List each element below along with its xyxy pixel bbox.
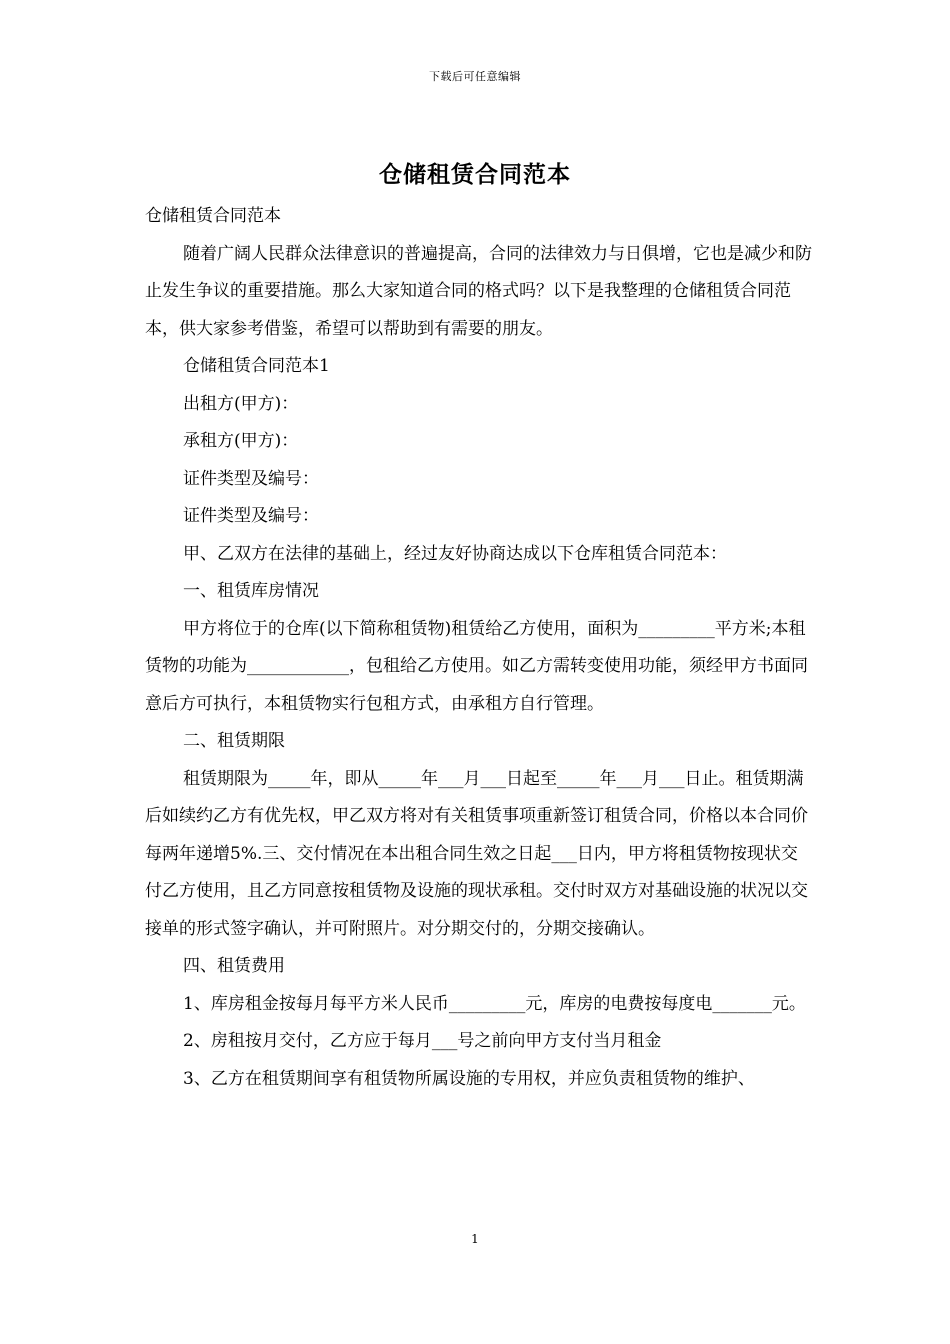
document-title: 仓储租赁合同范本 [379,161,571,188]
document-body [145,198,813,1098]
paragraph: 仓储租赁合同范本 [145,206,281,226]
paragraph: 二、租赁期限 [183,731,285,751]
header-note: 下载后可任意编辑 [429,70,521,83]
paragraph: 1、库房租金按每月每平方米人民币_________元，库房的电费按每度电_______元。 [183,993,806,1014]
paragraph: 证件类型及编号： [183,468,319,489]
paragraph: 仓储租赁合同范本1 [183,356,330,376]
paragraph: 甲方将位于的仓库(以下简称租赁物)租赁给乙方使用，面积为_________平方米;本租赁物的功能为____________，包租给乙方使用。如乙方需转变使用功能，须经甲方书面同意后方可执行，本租赁物实行包租方式，由承租方自行管理。 [145,618,808,714]
paragraph: 证件类型及编号： [183,506,319,526]
paragraph: 一、租赁库房情况 [183,581,319,601]
paragraph: 四、租赁费用 [183,956,285,976]
paragraph: 租赁期限为_____年，即从_____年___月___日起至_____年___月___日止。租赁期满后如续约乙方有优先权，甲乙双方将对有关租赁事项重新签订租赁合同，价格以本合同价每两年递增5%.三、交付情况在本出租合同生效之日起___日内，甲方将租赁物按现状交付乙方使用，且乙方同意按租赁物及设施的现状承租。交付时双方对基础设施的状况以交接单的形式签字确认，并可附照片。对分期交付的，分期交接确认。 [145,768,808,939]
paragraph: 2、房租按月交付，乙方应于每月___号之前向甲方支付当月租金 [183,1031,662,1051]
paragraph: 3、乙方在租赁期间享有租赁物所属设施的专用权，并应负责租赁物的维护、 [183,1068,755,1089]
paragraph: 承租方(甲方)： [183,431,299,451]
paragraph: 出租方(甲方)： [183,393,299,414]
paragraph: 随着广阔人民群众法律意识的普遍提高，合同的法律效力与日俱增，它也是减少和防止发生争议的重要措施。那么大家知道合同的格式吗？以下是我整理的仓储租赁合同范本，供大家参考借鉴，希望可以帮助到有需要的朋友。 [145,243,812,339]
paragraph: 甲、乙双方在法律的基础上，经过友好协商达成以下仓库租赁合同范本： [183,543,727,564]
page-number: 1 [471,1232,479,1246]
